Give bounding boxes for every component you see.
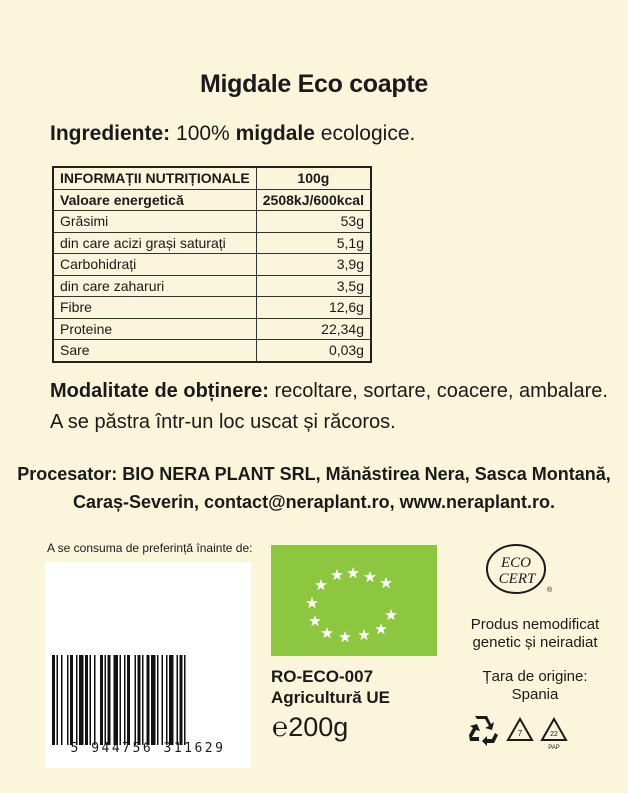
barcode-bar [61, 655, 63, 745]
barcode-bar [94, 655, 96, 745]
barcode-bar [166, 655, 168, 745]
product-title: Migdale Eco coapte [200, 70, 428, 98]
barcode-bar [142, 655, 144, 745]
nutrition-header-value: 100g [256, 167, 371, 189]
nutrient-name: Carbohidrați [53, 254, 256, 276]
nutrition-header-row [53, 167, 371, 189]
barcode-bar [76, 655, 78, 745]
barcode-bar [180, 655, 183, 745]
non-gmo-line-1: Produs nemodificat [470, 616, 600, 633]
nutrient-name: din care zaharuri [53, 275, 256, 297]
barcode-bar [90, 655, 92, 745]
barcode-bar [100, 655, 103, 745]
barcode-bar [79, 655, 84, 745]
nutrition-energy-row [53, 189, 371, 211]
pap-code: 22 [550, 731, 558, 738]
table-row [53, 232, 371, 254]
nutrient-value: 53g [256, 211, 371, 233]
agriculture-origin: Agricultură UE [271, 688, 391, 707]
nutrient-name: din care acizi grași saturați [53, 232, 256, 254]
processor-line-1: Procesator: BIO NERA PLANT SRL, Mănăstirea Nera, Sasca Montană, [17, 464, 611, 484]
barcode-bar [57, 655, 59, 745]
nutrient-name: Sare [53, 340, 256, 362]
table-row [53, 254, 371, 276]
ingredients-percent: 100% [170, 122, 236, 145]
barcode-number: 5 944756 311629 [70, 741, 226, 756]
table-row [53, 275, 371, 297]
barcode-bar [85, 655, 88, 745]
processor-info [0, 460, 628, 516]
barcode-bar [70, 655, 73, 745]
nutrition-energy-name: Valoare energetică [53, 189, 256, 211]
ecocert-text-eco: ECO [501, 555, 531, 571]
best-before-label: A se consuma de preferință înainte de: [47, 541, 253, 555]
eu-leaf-stars-icon [271, 545, 437, 656]
barcode-bar [169, 655, 174, 745]
nutrient-value: 0,03g [256, 340, 371, 362]
nutrient-value: 3,9g [256, 254, 371, 276]
barcode-bar [124, 655, 126, 745]
barcode-bar [114, 655, 119, 745]
production-method-text: recoltare, sortare, coacere, ambalare. [268, 380, 608, 402]
nutrient-value: 22,34g [256, 318, 371, 340]
ingredients-label: Ingrediente: [50, 122, 171, 145]
nutrient-value: 5,1g [256, 232, 371, 254]
barcode-image [52, 655, 240, 745]
origin-country: Spania [511, 686, 559, 703]
origin-label: Țara de origine: [482, 668, 588, 685]
pet-recycle-triangle-icon [508, 719, 532, 740]
barcode-bar [67, 655, 69, 745]
pap-label: PAP [548, 745, 560, 751]
pet-code: 7 [517, 729, 523, 738]
barcode-bar [157, 655, 159, 745]
recycle-icon [469, 716, 498, 746]
ingredients-main: migdale [235, 122, 315, 145]
ingredients-tail: ecologice. [314, 122, 416, 145]
barcode-bar [105, 655, 107, 745]
svg-text:®: ® [547, 587, 552, 594]
nutrient-name: Grăsimi [53, 211, 256, 233]
barcode-bar [138, 655, 141, 745]
recycling-symbols [465, 713, 575, 758]
barcode-bar [127, 655, 130, 745]
eco-certification-code [271, 666, 390, 708]
ingredients-line [50, 122, 415, 146]
nutrition-header-name: INFORMAȚII NUTRIȚIONALE [53, 167, 256, 189]
non-gmo-line-2: genetic și neiradiat [472, 634, 598, 651]
nutrient-name: Fibre [53, 297, 256, 319]
country-of-origin [440, 668, 628, 704]
eco-code: RO-ECO-007 [271, 667, 374, 686]
barcode-bar [108, 655, 111, 745]
nutrition-energy-value: 2508kJ/600kcal [256, 189, 371, 211]
production-method [50, 380, 608, 403]
ecocert-text-cert: CERT [498, 571, 536, 587]
table-row [53, 340, 371, 362]
table-row [53, 297, 371, 319]
storage-instructions: A se păstra într-un loc uscat și răcoros. [50, 411, 396, 433]
barcode-bar [151, 655, 156, 745]
nutrition-table [52, 166, 372, 363]
nutrient-value: 3,5g [256, 275, 371, 297]
table-row [53, 211, 371, 233]
barcode-bar [52, 655, 55, 745]
processor-line-2: Caraș-Severin, contact@neraplant.ro, www.neraplant.ro. [72, 492, 555, 512]
non-gmo-statement [440, 616, 628, 652]
barcode-bar [177, 655, 179, 745]
nutrient-value: 12,6g [256, 297, 371, 319]
barcode-bar [147, 655, 150, 745]
barcode-bar [162, 655, 164, 745]
barcode-bar [184, 655, 186, 745]
nutrient-name: Proteine [53, 318, 256, 340]
production-method-label: Modalitate de obținere: [50, 380, 269, 402]
barcode-bar [120, 655, 122, 745]
table-row [53, 318, 371, 340]
barcode-bar [135, 655, 137, 745]
net-weight: ℮200g [272, 712, 349, 742]
eu-organic-logo [271, 545, 437, 656]
pap-recycle-triangle-icon [542, 719, 566, 751]
ecocert-logo-icon [484, 543, 552, 598]
